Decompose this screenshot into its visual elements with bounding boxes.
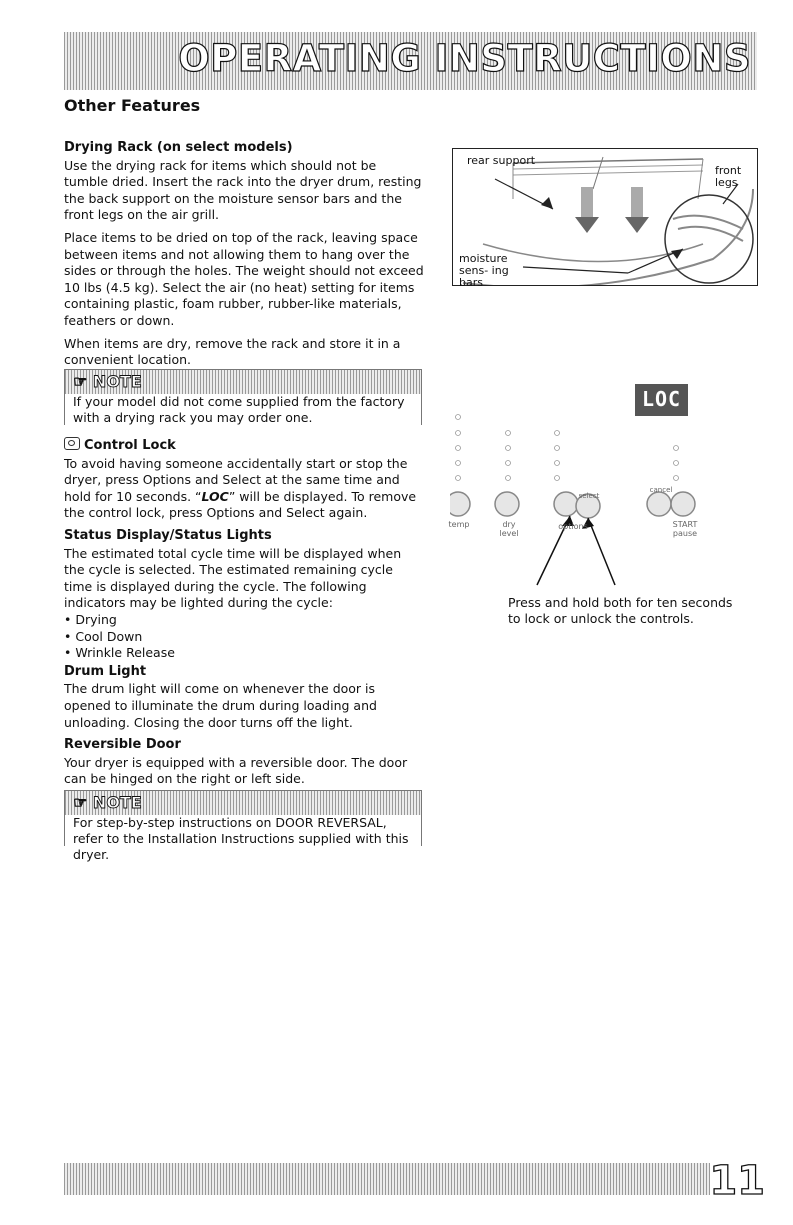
note-text: For step-by-step instructions on DOOR REVERSAL, refer to the Installation Instructions supplied with this dryer. xyxy=(65,815,421,863)
drying-rack-paragraph-1: Use the drying rack for items which should not be tumble dried. Insert the rack into the dryer drum, resting the back support on the moisture sensor bars and the front legs on the air grill. xyxy=(64,157,422,223)
start-label: START xyxy=(672,520,698,529)
status-indicator-list xyxy=(64,612,424,662)
drum-light-text: The drum light will come on whenever the door is opened to illuminate the drum during loading and unloading. Closing the door turns off the light. xyxy=(64,681,377,730)
features-column xyxy=(64,435,424,794)
control-panel-figure xyxy=(450,380,760,590)
lock-icon xyxy=(64,437,80,450)
page-header-title: OPERATING INSTRUCTIONS xyxy=(178,37,751,80)
loc-code: LOC xyxy=(201,488,229,504)
list-item: • Drying xyxy=(64,612,424,629)
reversible-door-heading: Reversible Door xyxy=(64,737,181,753)
cancel-label: cancel xyxy=(649,486,673,494)
drying-rack-paragraph-3: When items are dry, remove the rack and store it in a convenient location. xyxy=(64,335,401,368)
page-number: 11 xyxy=(709,1158,765,1204)
indicator-lights xyxy=(456,415,679,481)
status-display-heading: Status Display/Status Lights xyxy=(64,527,272,543)
loc-display-text: LOC xyxy=(641,387,682,411)
reversible-door-text: Your dryer is equipped with a reversible door. The door can be hinged on the right or left side. xyxy=(64,754,408,787)
section-title: Other Features xyxy=(64,96,201,115)
note-label: ☞ NOTE xyxy=(73,793,142,812)
drying-rack-heading: Drying Rack (on select models) xyxy=(64,140,293,155)
control-lock-text: To avoid having someone accidentally start or stop the dryer, press Options and Select at the same time and hold for 10 seconds. “LOC” will be displayed. To remove the control lock, press Options and Select again. xyxy=(64,455,417,521)
temp-label: temp xyxy=(448,520,470,529)
front-legs-label: front legs xyxy=(715,164,742,189)
moisture-bars-label: moisture sens- ing bars xyxy=(459,252,509,289)
drying-rack-figure xyxy=(452,148,758,289)
footer-band xyxy=(64,1163,710,1195)
control-panel-caption: Press and hold both for ten seconds to lock or unlock the controls. xyxy=(508,595,733,626)
note-box-door-reversal xyxy=(64,790,422,862)
note-text: If your model did not come supplied from the factory with a drying rack you may order one. xyxy=(65,394,421,426)
drying-rack-paragraph-2: Place items to be dried on top of the rack, leaving space between items and not allowing them to hang over the sides or through the holes. The weight should not exceed 10 lbs (4.5 kg). Select the air (no heat) setting for items containing plastic, foam rubber, rubber-like materials, feathers or down. xyxy=(64,229,424,328)
drum-light-heading: Drum Light xyxy=(64,663,147,679)
drying-rack-section xyxy=(64,138,424,375)
list-item: • Wrinkle Release xyxy=(64,645,424,662)
note-box-drying-rack xyxy=(64,369,422,425)
select-label: select xyxy=(578,492,600,500)
control-buttons xyxy=(450,492,695,518)
status-display-text: The estimated total cycle time will be displayed when the cycle is selected. The estimated remaining cycle time is displayed during the cycle. The following indicators may be lighted during the cycle: xyxy=(64,545,402,611)
header-band xyxy=(64,32,757,90)
dry-level-label: dry level xyxy=(499,520,519,538)
control-lock-heading: Control Lock xyxy=(64,437,424,455)
control-panel-illustration xyxy=(450,380,760,590)
note-label: ☞ NOTE xyxy=(73,372,142,391)
rear-support-label: rear support xyxy=(467,154,536,167)
list-item: • Cool Down xyxy=(64,629,424,646)
pause-label: pause xyxy=(672,529,698,538)
options-label: options xyxy=(558,522,588,531)
